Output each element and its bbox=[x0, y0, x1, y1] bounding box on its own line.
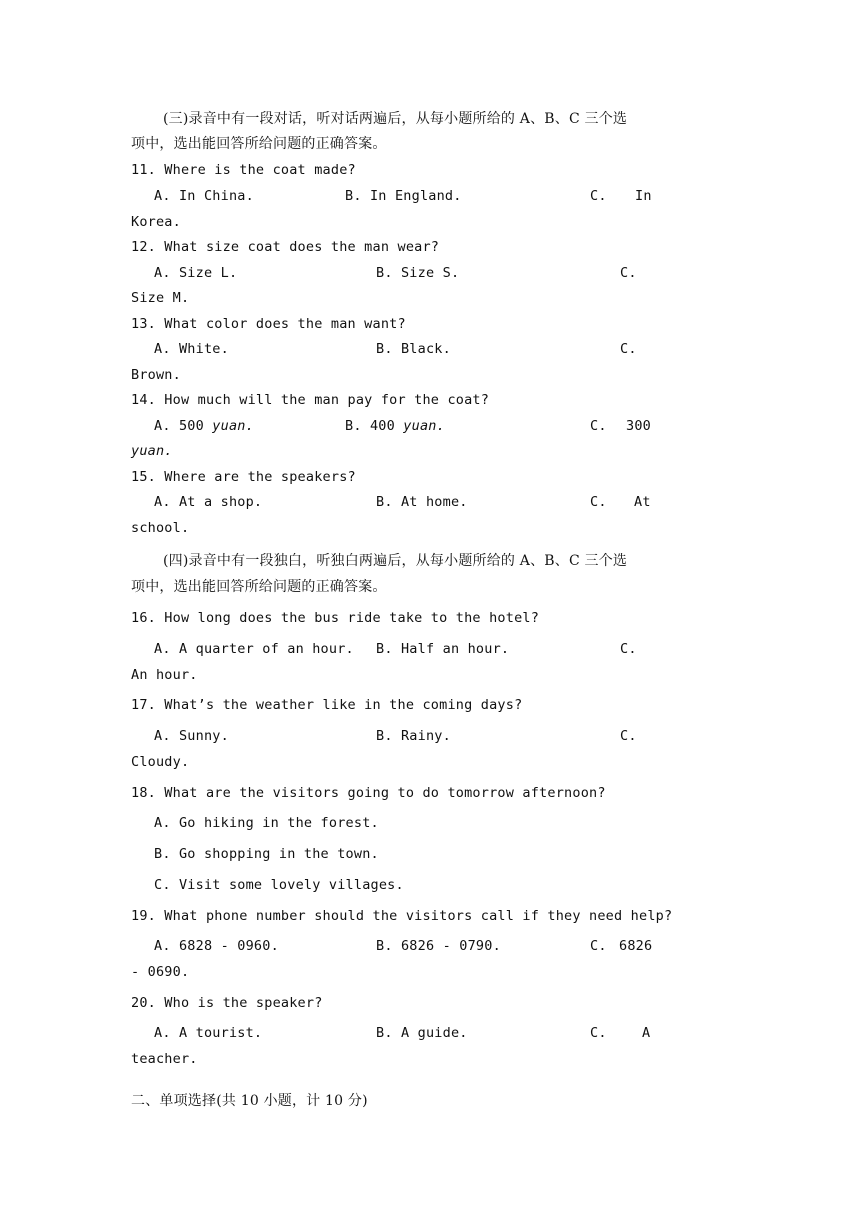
q13-option-b: B. Black. bbox=[376, 341, 451, 357]
q14-option-c-unit: yuan. bbox=[131, 443, 173, 459]
q14-option-a-unit: yuan. bbox=[212, 418, 254, 434]
q20-option-a: A. A tourist. bbox=[154, 1025, 263, 1041]
q18-option-b: B. Go shopping in the town. bbox=[154, 846, 379, 862]
q12-option-c-text: Size M. bbox=[131, 290, 190, 306]
section3-instruction-line2: 项中，选出能回答所给问题的正确答案。 bbox=[131, 136, 387, 152]
q14-question: 14. How much will the man pay for the coat? bbox=[131, 392, 490, 408]
q20-option-c-label: C. bbox=[590, 1025, 607, 1041]
q17-option-c-text: Cloudy. bbox=[131, 754, 190, 770]
q20-option-c-text: A bbox=[642, 1025, 651, 1041]
q12-question: 12. What size coat does the man wear? bbox=[131, 239, 440, 255]
q11-option-c-text: In bbox=[635, 188, 652, 204]
q16-option-a: A. A quarter of an hour. bbox=[154, 641, 354, 657]
q15-option-c-text-cont: school. bbox=[131, 520, 190, 536]
q17-option-c-label: C. bbox=[620, 728, 637, 744]
q19-option-b: B. 6826 - 0790. bbox=[376, 938, 501, 954]
q16-option-c-label: C. bbox=[620, 641, 637, 657]
q17-option-a: A. Sunny. bbox=[154, 728, 229, 744]
q17-question: 17. What’s the weather like in the coming days? bbox=[131, 697, 523, 713]
q14-option-b bbox=[345, 417, 445, 435]
q17-option-b: B. Rainy. bbox=[376, 728, 451, 744]
q19-question: 19. What phone number should the visitors call if they need help? bbox=[131, 908, 673, 924]
q14-option-c-number: 300 bbox=[626, 418, 651, 434]
q11-question: 11. Where is the coat made? bbox=[131, 162, 356, 178]
q18-option-c: C. Visit some lovely villages. bbox=[154, 877, 404, 893]
q14-option-b-prefix: B. 400 bbox=[345, 418, 404, 434]
q18-question: 18. What are the visitors going to do tomorrow afternoon? bbox=[131, 785, 606, 801]
q19-option-c-label: C. bbox=[590, 938, 607, 954]
q12-option-b: B. Size S. bbox=[376, 265, 460, 281]
q13-question: 13. What color does the man want? bbox=[131, 316, 406, 332]
q12-option-c-label: C. bbox=[620, 265, 637, 281]
q16-question: 16. How long does the bus ride take to the hotel? bbox=[131, 610, 540, 626]
q12-option-a: A. Size L. bbox=[154, 265, 238, 281]
q16-option-b: B. Half an hour. bbox=[376, 641, 510, 657]
q15-option-a: A. At a shop. bbox=[154, 494, 263, 510]
q13-option-c-label: C. bbox=[620, 341, 637, 357]
q13-option-c-text: Brown. bbox=[131, 367, 181, 383]
q20-question: 20. Who is the speaker? bbox=[131, 995, 323, 1011]
q14-option-a bbox=[154, 417, 254, 435]
q14-option-a-prefix: A. 500 bbox=[154, 418, 213, 434]
q18-option-a: A. Go hiking in the forest. bbox=[154, 815, 379, 831]
q19-option-a: A. 6828 - 0960. bbox=[154, 938, 279, 954]
part2-heading: 二、单项选择(共 10 小题，计 10 分) bbox=[131, 1093, 368, 1109]
q20-option-c-text-cont: teacher. bbox=[131, 1051, 198, 1067]
q14-option-b-unit: yuan. bbox=[403, 418, 445, 434]
section4-instruction-line1: (四)录音中有一段独白，听独白两遍后，从每小题所给的 A、B、C 三个选 bbox=[163, 553, 628, 569]
q19-option-c-text: 6826 bbox=[619, 938, 653, 954]
q13-option-a: A. White. bbox=[154, 341, 229, 357]
section3-instruction-line1: (三)录音中有一段对话，听对话两遍后，从每小题所给的 A、B、C 三个选 bbox=[163, 111, 628, 127]
q15-option-b: B. At home. bbox=[376, 494, 468, 510]
q15-option-c-text: At bbox=[634, 494, 651, 510]
q11-option-b: B. In England. bbox=[345, 188, 462, 204]
q16-option-c-text: An hour. bbox=[131, 667, 198, 683]
section4-instruction-line2: 项中，选出能回答所给问题的正确答案。 bbox=[131, 579, 387, 595]
q11-option-a: A. In China. bbox=[154, 188, 254, 204]
q19-option-c-text-cont: - 0690. bbox=[131, 964, 190, 980]
q15-question: 15. Where are the speakers? bbox=[131, 469, 356, 485]
q15-option-c-label: C. bbox=[590, 494, 607, 510]
q11-option-c-label: C. bbox=[590, 188, 607, 204]
q14-option-c-label: C. bbox=[590, 418, 607, 434]
q11-option-c-text-cont: Korea. bbox=[131, 214, 181, 230]
q20-option-b: B. A guide. bbox=[376, 1025, 468, 1041]
